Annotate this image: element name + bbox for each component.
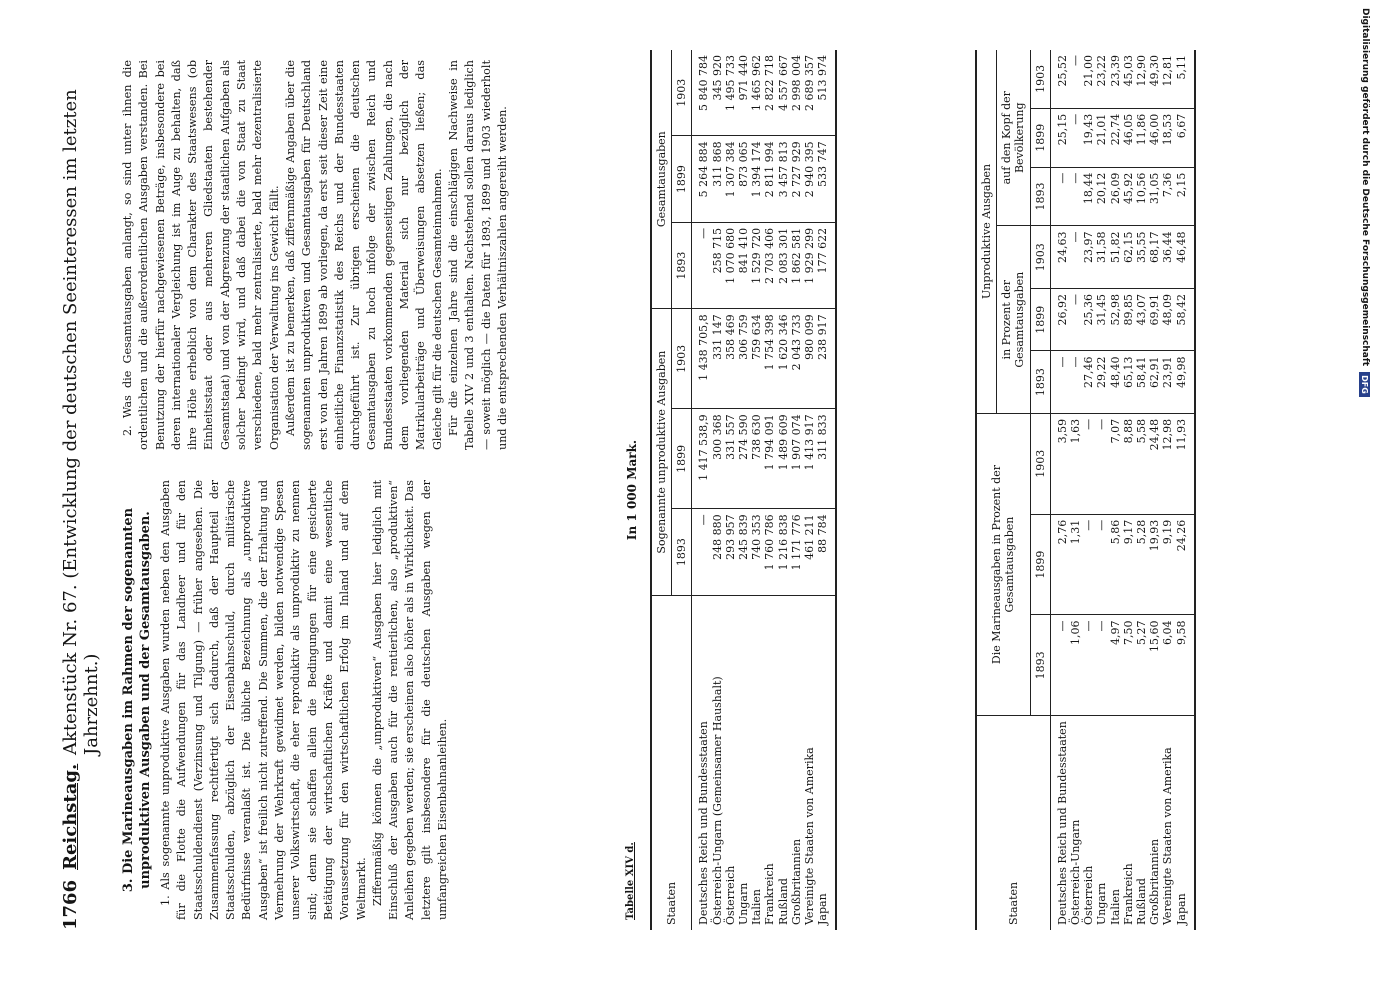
table-cell: 245 839 bbox=[737, 509, 750, 595]
table-cell: — bbox=[692, 222, 711, 308]
table-cell: 31,58 bbox=[1095, 226, 1108, 289]
table-cell: 2,76 bbox=[1050, 514, 1069, 615]
table-row bbox=[1095, 50, 1108, 930]
group-header-total: Gesamtausgaben bbox=[651, 50, 672, 309]
table-cell: 5,28 bbox=[1135, 514, 1148, 615]
expenditure-table bbox=[650, 50, 837, 930]
table-cell: 4,97 bbox=[1109, 615, 1122, 716]
table-cell: 345 920 bbox=[711, 50, 724, 136]
paragraph: Für die einzelnen Jahre sind die einschlägigen Nachweise in Tabelle XIV 2 und 3 enthalten. Nachstehend sollen daraus lediglich — soweit möglich — die Daten für 1893, 1899 und 1903 wiederholt und die entsprechenden Verhältniszahlen angereiht werden. bbox=[446, 60, 509, 450]
table-cell: — bbox=[1095, 615, 1108, 716]
table-cell: 24,26 bbox=[1175, 514, 1195, 615]
table-cell: Ungarn bbox=[737, 882, 751, 925]
table-row bbox=[1122, 50, 1135, 930]
table-cell: Rußland bbox=[1135, 878, 1149, 925]
table-cell: 248 880 bbox=[711, 509, 724, 595]
table-cell: 26,09 bbox=[1109, 167, 1122, 226]
table-cell: 19,93 bbox=[1148, 514, 1161, 615]
table-cell: 841 410 bbox=[737, 222, 750, 308]
table-cell: Japan bbox=[1174, 893, 1188, 925]
table-cell: 49,30 bbox=[1148, 50, 1161, 108]
table-row bbox=[750, 50, 763, 930]
table-cell: 12,98 bbox=[1161, 413, 1174, 514]
table-row bbox=[763, 50, 776, 930]
table-cell: 311 833 bbox=[816, 409, 836, 509]
table-cell: Deutsches Reich und Bundesstaaten bbox=[1055, 721, 1069, 925]
table-row bbox=[711, 50, 724, 930]
table-cell: 23,39 bbox=[1109, 50, 1122, 108]
table-cell: 62,15 bbox=[1122, 226, 1135, 289]
table-cell: 52,98 bbox=[1109, 288, 1122, 350]
table-cell: 10,56 bbox=[1135, 167, 1148, 226]
table-cell: 11,93 bbox=[1175, 413, 1195, 514]
table-cell: 5 840 784 bbox=[692, 50, 711, 136]
table-cell: 3 457 813 bbox=[777, 136, 790, 222]
table-body bbox=[1050, 50, 1195, 930]
table-cell: 331 147 bbox=[711, 309, 724, 409]
table-cell: — bbox=[1082, 615, 1095, 716]
table-label: Tabelle XIV d. bbox=[625, 842, 636, 920]
table-cell: 48,40 bbox=[1109, 351, 1122, 413]
header-house: Reichstag. bbox=[60, 763, 81, 870]
section-heading: 3. Die Marineausgaben im Rahmen der sogenannten unproduktiven Ausgaben und der Gesamtausgaben. bbox=[121, 507, 153, 893]
year-header: 1893 bbox=[1030, 167, 1050, 226]
year-header: 1899 bbox=[1030, 514, 1050, 615]
table-cell: 11,86 bbox=[1135, 108, 1148, 167]
table-row bbox=[737, 50, 750, 930]
table-row bbox=[1082, 50, 1095, 930]
table-cell: 1 929 299 bbox=[803, 222, 816, 308]
table-cell: 3,59 bbox=[1050, 413, 1069, 514]
table-cell: 35,55 bbox=[1135, 226, 1148, 289]
table-cell: Österreich bbox=[1082, 865, 1096, 925]
text-column-left bbox=[120, 480, 451, 920]
table-cell: 29,22 bbox=[1095, 351, 1108, 413]
table-cell: 12,90 bbox=[1135, 50, 1148, 108]
table-cell: 22,74 bbox=[1109, 108, 1122, 167]
table-cell: 62,91 bbox=[1148, 351, 1161, 413]
table-cell: 293 957 bbox=[724, 509, 737, 595]
table-cell: 65,13 bbox=[1122, 351, 1135, 413]
table-cell: Österreich-Ungarn bbox=[1069, 819, 1083, 925]
table-cell: 7,36 bbox=[1161, 167, 1174, 226]
group-header-unproductive: Sogenannte unproduktive Ausgaben bbox=[651, 309, 672, 596]
table-cell: 49,98 bbox=[1175, 351, 1195, 413]
states-header: Staaten bbox=[976, 716, 1050, 930]
table-cell: 7,07 bbox=[1109, 413, 1122, 514]
table-cell: — bbox=[1082, 514, 1095, 615]
table-cell: 7,50 bbox=[1122, 615, 1135, 716]
year-header: 1903 bbox=[672, 309, 692, 409]
table-cell: 2 940 395 bbox=[803, 136, 816, 222]
table-cell: 1 417 538,9 bbox=[692, 409, 711, 509]
table-cell: 1 907 074 bbox=[790, 409, 803, 509]
year-header: 1899 bbox=[1030, 108, 1050, 167]
table-cell: Vereinigte Staaten von Amerika bbox=[1161, 747, 1175, 925]
table-cell: 31,45 bbox=[1095, 288, 1108, 350]
group-header-unproductive: Unproduktive Ausgaben bbox=[976, 50, 997, 413]
table-cell: 15,60 bbox=[1148, 615, 1161, 716]
paragraph: Außerdem ist zu bemerken, daß ziffernmäßige Angaben über die sogenannten unproduktiven und Gesamtausgaben für Deutschland erst von den Jahren 1899 ab vorliegen, da erst seit dieser Zeit eine einheitliche Finanzstatistik des Reichs und der Bundesstaaten durchgeführt ist. Zur übrigen erscheinen die deutschen Gesamtausgaben zu hoch infolge der zwischen Reich und Bundesstaaten vorkommenden gegenseitigen Zahlungen, die nach dem vorliegenden Material sich nur bezüglich der Matrikularbeiträge und Überweisungen absetzen ließen; das Gleiche gilt für die deutschen Gesamteinnahmen. bbox=[283, 60, 444, 450]
table-cell: 2 083 301 bbox=[777, 222, 790, 308]
table-cell: 9,19 bbox=[1161, 514, 1174, 615]
table-cell: 58,41 bbox=[1135, 351, 1148, 413]
table-cell: 1 862 581 bbox=[790, 222, 803, 308]
table-cell: 2 998 004 bbox=[790, 50, 803, 136]
table-cell: 69,91 bbox=[1148, 288, 1161, 350]
table-cell: 2 811 994 bbox=[763, 136, 776, 222]
digitization-credit bbox=[1356, 8, 1383, 992]
table-cell: 2 822 718 bbox=[763, 50, 776, 136]
table-cell: 1 171 776 bbox=[790, 509, 803, 595]
table-cell: 1 620 346 bbox=[777, 309, 790, 409]
table-cell: 46,48 bbox=[1175, 226, 1195, 289]
table-cell: 971 440 bbox=[737, 50, 750, 136]
table-cell: 46,00 bbox=[1148, 108, 1161, 167]
table-cell: — bbox=[692, 509, 711, 595]
table-row bbox=[1135, 50, 1148, 930]
table-cell: — bbox=[1069, 50, 1082, 108]
table-cell: 1,63 bbox=[1069, 413, 1082, 514]
table-cell: — bbox=[1050, 167, 1069, 226]
table-cell: Frankreich bbox=[763, 863, 777, 925]
table-cell: 300 368 bbox=[711, 409, 724, 509]
table-cell: 2 703 406 bbox=[763, 222, 776, 308]
table-cell: — bbox=[1095, 413, 1108, 514]
table-caption bbox=[625, 60, 645, 920]
table-cell: 1 794 091 bbox=[763, 409, 776, 509]
table-row bbox=[1148, 50, 1161, 930]
year-header: 1903 bbox=[1030, 413, 1050, 514]
table-cell: Italien bbox=[750, 889, 764, 925]
table-cell: 25,36 bbox=[1082, 288, 1095, 350]
table-cell: Rußland bbox=[776, 878, 790, 925]
table-cell: 68,17 bbox=[1148, 226, 1161, 289]
table-cell: 2 727 929 bbox=[790, 136, 803, 222]
table-cell: 5,58 bbox=[1135, 413, 1148, 514]
table-cell: 1,31 bbox=[1069, 514, 1082, 615]
paragraph: 1. Als sogenannte unproduktive Ausgaben wurden neben den Ausgaben für die Flotte die Aufwendungen für das Landheer und für den Staatsschuldendienst (Verzinsung und Tilgung) — früher angesehen. Die Zusammenfassung rechtfertigt sich dadurch, daß der Hauptteil der Staatsschulden, abzüglich der Eisenbahnschuld, durch militärische Bedürfnisse veranlaßt ist. Die übliche Bezeichnung als „unproduktive Ausgaben“ ist freilich nicht zutreffend. Die Summen, die der Erhaltung und Vermehrung der Wehrkraft gewidmet werden, bilden notwendige Spesen unserer Volkswirtschaft, die eher reproduktiv als unproduktiv zu nennen sind; denn sie schaffen allein die Bedingungen für eine gesicherte Betätigung der wirtschaftlichen Kräfte und damit eine wesentliche Voraussetzung für den wirtschaftlichen Erfolg im Inland und auf dem Weltmarkt. bbox=[159, 480, 368, 920]
table-cell: 258 715 bbox=[711, 222, 724, 308]
table-row bbox=[816, 50, 836, 930]
table-row bbox=[1050, 50, 1069, 930]
year-header: 1893 bbox=[672, 509, 692, 595]
dfg-logo: DFG bbox=[1360, 372, 1371, 397]
table-cell: — bbox=[1050, 351, 1069, 413]
header-subtitle: Aktenstück Nr. 67. (Entwicklung der deutschen Seeinteressen im letzten Jahrzehnt.) bbox=[60, 89, 102, 755]
table-cell: 24,48 bbox=[1148, 413, 1161, 514]
table-cell: 1 754 398 bbox=[763, 309, 776, 409]
table-cell: 23,97 bbox=[1082, 226, 1095, 289]
table-cell: 36,44 bbox=[1161, 226, 1174, 289]
table-body bbox=[692, 50, 837, 930]
table-row bbox=[1161, 50, 1174, 930]
year-header: 1899 bbox=[672, 409, 692, 509]
paragraph: Ziffernmäßig können die „unproduktiven“ Ausgaben hier lediglich mit Einschluß der Ausgaben auch für die rentierlichen, also „produktiven“ Anleihen gegeben werden; sie erscheinen also höher als in Wirklichkeit. Das letztere gilt insbesondere für die deutschen Ausgaben wegen der umfangreichen Eisenbahnanleihen. bbox=[370, 480, 450, 920]
table-cell: 26,92 bbox=[1050, 288, 1069, 350]
table-cell: 46,05 bbox=[1122, 108, 1135, 167]
table-cell: 25,52 bbox=[1050, 50, 1069, 108]
table-cell: 461 211 bbox=[803, 509, 816, 595]
table-cell: — bbox=[1069, 108, 1082, 167]
table-cell: 358 469 bbox=[724, 309, 737, 409]
table-row bbox=[777, 50, 790, 930]
table-cell: 5,11 bbox=[1175, 50, 1195, 108]
table-cell: 2,15 bbox=[1175, 167, 1195, 226]
table-cell: Österreich-Ungarn (Gemeinsamer Haushalt) bbox=[710, 676, 724, 925]
table-cell: Vereinigte Staaten von Amerika bbox=[803, 747, 817, 925]
credit-text: Digitalisierung gefördert durch die Deutsche Forschungsgemeinschaft bbox=[1360, 8, 1370, 367]
table-cell: 21,01 bbox=[1095, 108, 1108, 167]
table-cell: 1 465 962 bbox=[750, 50, 763, 136]
table-cell: 238 917 bbox=[816, 309, 836, 409]
table-cell: 20,12 bbox=[1095, 167, 1108, 226]
table-cell: 1 307 384 bbox=[724, 136, 737, 222]
table-cell: 306 759 bbox=[737, 309, 750, 409]
table-row bbox=[1109, 50, 1122, 930]
year-header: 1899 bbox=[672, 136, 692, 222]
table-cell: 88 784 bbox=[816, 509, 836, 595]
table-cell: 980 099 bbox=[803, 309, 816, 409]
table-cell: 5,86 bbox=[1109, 514, 1122, 615]
table-cell: 1 413 917 bbox=[803, 409, 816, 509]
table-cell: 12,81 bbox=[1161, 50, 1174, 108]
table-cell: — bbox=[1069, 288, 1082, 350]
table-cell: 4 557 667 bbox=[777, 50, 790, 136]
table-cell: 51,82 bbox=[1109, 226, 1122, 289]
table-cell: 25,15 bbox=[1050, 108, 1069, 167]
table-cell: 18,53 bbox=[1161, 108, 1174, 167]
table-cell: 331 557 bbox=[724, 409, 737, 509]
table-cell: Frankreich bbox=[1121, 863, 1135, 925]
table-cell: 1,06 bbox=[1069, 615, 1082, 716]
percentages-table bbox=[975, 50, 1196, 930]
table-cell: 759 634 bbox=[750, 309, 763, 409]
table-cell: 21,00 bbox=[1082, 50, 1095, 108]
table-cell: 5 264 884 bbox=[692, 136, 711, 222]
table-cell: 6,67 bbox=[1175, 108, 1195, 167]
table-cell: 19,43 bbox=[1082, 108, 1095, 167]
table-cell: 43,07 bbox=[1135, 288, 1148, 350]
table-cell: 1 529 720 bbox=[750, 222, 763, 308]
table-cell: 9,58 bbox=[1175, 615, 1195, 716]
year-header: 1899 bbox=[1030, 288, 1050, 350]
table-cell: 738 630 bbox=[750, 409, 763, 509]
table-cell: 8,88 bbox=[1122, 413, 1135, 514]
table-row bbox=[1069, 50, 1082, 930]
table-cell: 31,05 bbox=[1148, 167, 1161, 226]
table-cell: 45,03 bbox=[1122, 50, 1135, 108]
table-cell: 873 065 bbox=[737, 136, 750, 222]
table-cell: 1 070 680 bbox=[724, 222, 737, 308]
table-row bbox=[1175, 50, 1195, 930]
table-cell: 23,91 bbox=[1161, 351, 1174, 413]
table-cell: Großbritannien bbox=[1148, 838, 1162, 925]
table-row bbox=[803, 50, 816, 930]
table-cell: 177 622 bbox=[816, 222, 836, 308]
table-cell: 23,22 bbox=[1095, 50, 1108, 108]
table-cell: 48,09 bbox=[1161, 288, 1174, 350]
subgroup-per-head: auf den Kopf der Bevölkerung bbox=[997, 50, 1030, 226]
table-cell: 533 747 bbox=[816, 136, 836, 222]
table-cell: Italien bbox=[1108, 889, 1122, 925]
table-cell: 45,92 bbox=[1122, 167, 1135, 226]
table-cell: 1 216 838 bbox=[777, 509, 790, 595]
table-cell: 9,17 bbox=[1122, 514, 1135, 615]
text-column-right bbox=[120, 60, 511, 450]
table-cell: 6,04 bbox=[1161, 615, 1174, 716]
year-header: 1893 bbox=[1030, 615, 1050, 716]
table-cell: 2 043 733 bbox=[790, 309, 803, 409]
page-header bbox=[60, 50, 100, 930]
table-unit: In 1 000 Mark. bbox=[625, 439, 639, 541]
table-cell: 89,85 bbox=[1122, 288, 1135, 350]
table-cell: 740 353 bbox=[750, 509, 763, 595]
table-cell: 1 489 609 bbox=[777, 409, 790, 509]
table-cell: — bbox=[1069, 167, 1082, 226]
table-cell: — bbox=[1050, 615, 1069, 716]
table-row bbox=[692, 50, 711, 930]
subgroup-percent: in Prozent der Gesamtausgaben bbox=[997, 226, 1030, 413]
table-cell: — bbox=[1082, 413, 1095, 514]
table-row bbox=[790, 50, 803, 930]
table-cell: Ungarn bbox=[1095, 882, 1109, 925]
table-cell: 1 760 786 bbox=[763, 509, 776, 595]
table-cell: 513 974 bbox=[816, 50, 836, 136]
table-cell: — bbox=[1069, 351, 1082, 413]
year-header: 1893 bbox=[1030, 351, 1050, 413]
table-cell: 1 438 705,8 bbox=[692, 309, 711, 409]
paragraph: 2. Was die Gesamtausgaben anlangt, so sind unter ihnen die ordentlichen und die außerordentlichen Ausgaben verstanden. Bei Benutzung der hierfür nachgewiesenen Beträge, insbesondere bei deren internationaler Vergleichung ist im Auge zu behalten, daß ihre Höhe erheblich von dem Charakter des Staatswesens (ob Einheitsstaat oder aus mehreren Gliedstaaten bestehender Gesamtstaat) und von der Abgrenzung der staatlichen Aufgaben als solcher bedingt wird, und daß dabei die von Staat zu Staat verschiedene, bald mehr zentralisierte, bald mehr dezentralisierte Organisation der Verwaltung ins Gewicht fällt. bbox=[121, 60, 281, 450]
table-cell: 27,46 bbox=[1082, 351, 1095, 413]
table-cell: 1 394 174 bbox=[750, 136, 763, 222]
table-cell: Österreich bbox=[723, 865, 737, 925]
table-cell: — bbox=[1069, 226, 1082, 289]
table-cell: Großbritannien bbox=[789, 838, 803, 925]
year-header: 1903 bbox=[672, 50, 692, 136]
table-cell: 24,63 bbox=[1050, 226, 1069, 289]
table-row bbox=[724, 50, 737, 930]
page-number: 1766 bbox=[60, 879, 81, 930]
table-cell: Deutsches Reich und Bundesstaaten bbox=[697, 721, 711, 925]
table-cell: 58,42 bbox=[1175, 288, 1195, 350]
table-cell: 274 590 bbox=[737, 409, 750, 509]
table-cell: — bbox=[1095, 514, 1108, 615]
group-header-marine: Die Marineausgaben in Prozent der Gesamtausgaben bbox=[976, 413, 1030, 715]
table-cell: 1 495 733 bbox=[724, 50, 737, 136]
table-cell: 2 689 357 bbox=[803, 50, 816, 136]
year-header: 1893 bbox=[672, 222, 692, 308]
year-header: 1903 bbox=[1030, 226, 1050, 289]
table-cell: Japan bbox=[816, 893, 830, 925]
table-cell: 18,44 bbox=[1082, 167, 1095, 226]
states-header: Staaten bbox=[651, 595, 692, 930]
year-header: 1903 bbox=[1030, 50, 1050, 108]
table-cell: 5,27 bbox=[1135, 615, 1148, 716]
table-cell: 311 868 bbox=[711, 136, 724, 222]
